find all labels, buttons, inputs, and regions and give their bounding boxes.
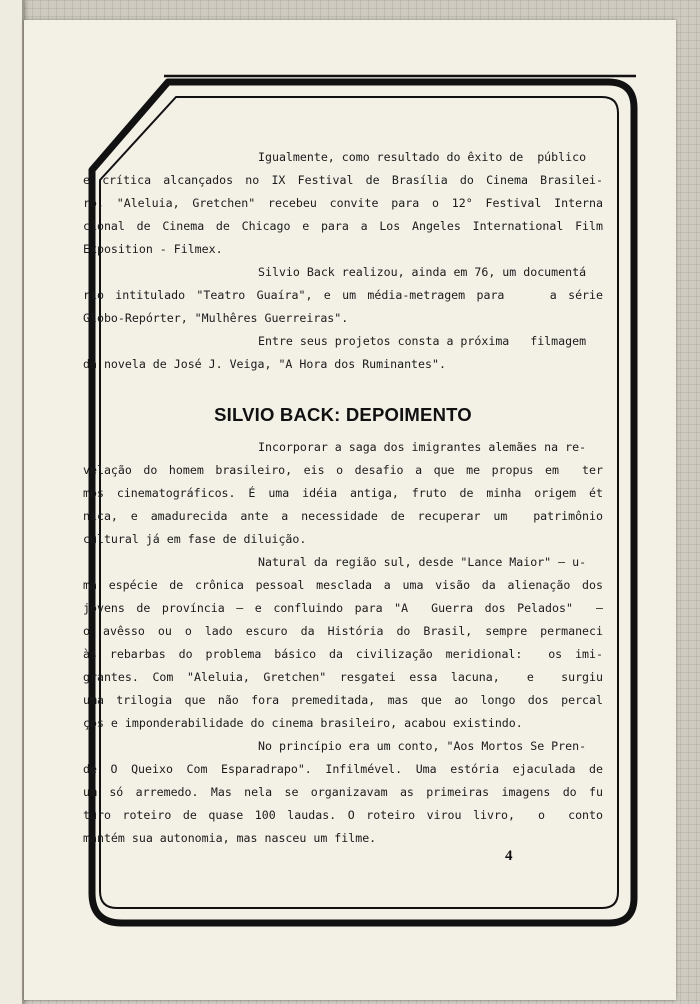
- text-line: mantém sua autonomia, mas nasceu um filme.: [83, 831, 377, 845]
- text-line: às rebarbas do problema básico da civilização meridional: os imi-: [83, 647, 603, 661]
- text-line: velação do homem brasileiro, eis o desafio a que me propus em ter: [83, 463, 603, 477]
- text-line: Exposition - Filmex.: [83, 242, 223, 256]
- text-line: uma trilogia que não fora premeditada, mas que ao longo dos percal: [83, 693, 603, 707]
- text-line: Entre seus projetos consta a próxima filmagem: [258, 334, 587, 348]
- text-line: ços e imponderabilidade do cinema brasileiro, acabou existindo.: [83, 716, 523, 730]
- text-line: turo roteiro de quase 100 laudas. O roteiro virou livro, o conto: [83, 808, 603, 822]
- text-line: ma espécie de crônica pessoal mesclada a uma visão da alienação dos: [83, 578, 603, 592]
- text-line: e crítica alcançados no IX Festival de Brasília do Cinema Brasilei-: [83, 173, 603, 187]
- section-heading: SILVIO BACK: DEPOIMENTO: [214, 404, 472, 425]
- text-line: jovens de província — e confluindo para "A Guerra dos Pelados" —: [83, 601, 603, 615]
- text-line: da novela de José J. Veiga, "A Hora dos Ruminantes".: [83, 357, 446, 371]
- text-line: mos cinematográficos. É uma idéia antiga, fruto de minha origem ét: [83, 486, 603, 500]
- text-line: rio intitulado "Teatro Guaíra", e um média-metragem para a série: [83, 288, 603, 302]
- page-number: 4: [505, 848, 513, 864]
- facing-page-edge: [0, 0, 24, 1004]
- text-line: No princípio era um conto, "Aos Mortos Se Pren-: [258, 739, 587, 753]
- text-line: de O Queixo Com Esparadrapo". Infilmével. Uma estória ejaculada de: [83, 762, 603, 776]
- text-line: Silvio Back realizou, ainda em 76, um documentá: [258, 265, 587, 279]
- text-line: um só arremedo. Mas nela se organizavam as primeiras imagens do fu: [83, 785, 603, 799]
- text-line: Igualmente, como resultado do êxito de público: [258, 150, 587, 164]
- text-line: cional de Cinema de Chicago e para a Los Angeles International Film: [83, 219, 603, 233]
- text-line: o avêsso ou o lado escuro da História do Brasil, sempre permaneci: [83, 624, 603, 638]
- text-line: Globo-Repórter, "Mulhêres Guerreiras".: [83, 311, 349, 325]
- text-line: Natural da região sul, desde "Lance Maior" — u-: [258, 555, 587, 569]
- text-line: Incorporar a saga dos imigrantes alemães na re-: [258, 440, 587, 454]
- text-line: ro, "Aleluia, Gretchen" recebeu convite para o 12° Festival Interna: [83, 196, 603, 210]
- text-line: grantes. Com "Aleluia, Gretchen" resgatei essa lacuna, e surgiu: [83, 670, 603, 684]
- text-line: cultural já em fase de diluição.: [83, 532, 307, 546]
- text-line: nica, e amadurecida ante a necessidade de recuperar um patrimônio: [83, 509, 603, 523]
